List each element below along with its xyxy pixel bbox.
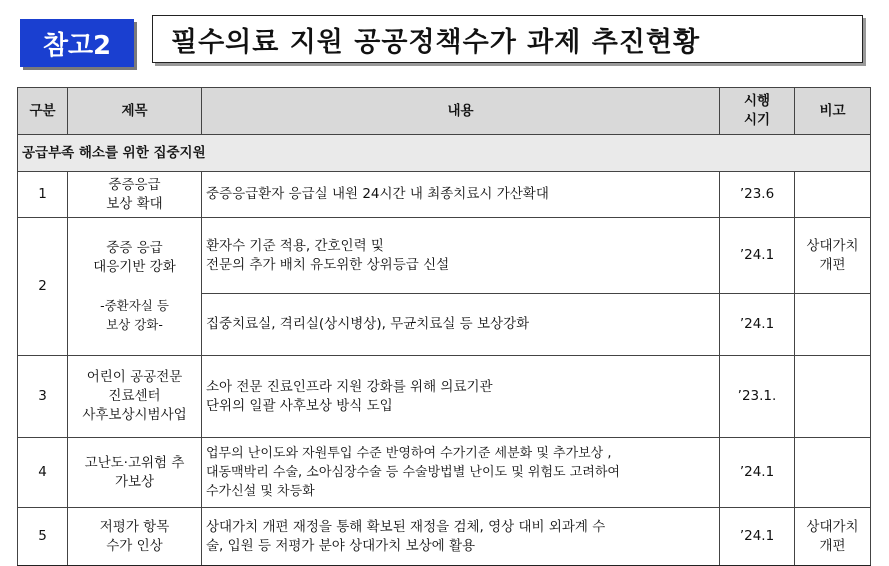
row-date: ’24.1 [720,294,795,356]
row-content: 소아 전문 진료인프라 지원 강화를 위해 의료기관 단위의 일괄 사후보상 방식 도입 [202,356,720,438]
row-title: 저평가 항목 수가 인상 [68,508,202,566]
row-date: ’24.1 [720,438,795,508]
page-title: 필수의료 지원 공공정책수가 과제 추진현황 [152,15,863,63]
row-number: 5 [18,508,68,566]
table-row [18,508,871,566]
row-content: 상대가치 개편 재정을 통해 확보된 재정을 검체, 영상 대비 외과계 수 술, 입원 등 저평가 분야 상대가치 보상에 활용 [202,508,720,566]
row-note [795,172,871,218]
table-row [18,218,871,294]
row-subtitle: -중환자실 등 보상 강화- [100,298,169,332]
row-number: 1 [18,172,68,218]
row-note: 상대가치 개편 [795,218,871,294]
section-title: 공급부족 해소를 위한 집중지원 [18,135,871,172]
table-header-row [18,88,871,135]
row-note [795,356,871,438]
row-date: ’24.1 [720,508,795,566]
row-content: 집중치료실, 격리실(상시병상), 무균치료실 등 보상강화 [202,294,720,356]
col-header-category: 구분 [18,88,68,135]
row-title: 어린이 공공전문 진료센터 사후보상시범사업 [68,356,202,438]
table-row [18,356,871,438]
row-number: 4 [18,438,68,508]
reference-badge: 참고2 [20,19,134,67]
row-note [795,294,871,356]
row-title: 중증응급 보상 확대 [68,172,202,218]
row-note [795,438,871,508]
col-header-date: 시행 시기 [720,88,795,135]
row-number: 2 [18,218,68,356]
col-header-content: 내용 [202,88,720,135]
row-date: ’24.1 [720,218,795,294]
row-date: ’23.1. [720,356,795,438]
page-header [15,15,865,67]
col-header-note: 비고 [795,88,871,135]
row-content: 환자수 기준 적용, 간호인력 및 전문의 추가 배치 유도위한 상위등급 신설 [202,218,720,294]
row-date: ’23.6 [720,172,795,218]
row-title: 고난도·고위험 추 가보상 [68,438,202,508]
section-row [18,135,871,172]
table-row [18,438,871,508]
row-note: 상대가치 개편 [795,508,871,566]
row-title: 중증 응급 대응기반 강화 [93,240,176,275]
col-header-title: 제목 [68,88,202,135]
table-row [18,172,871,218]
row-content: 중증응급환자 응급실 내원 24시간 내 최종치료시 가산확대 [202,172,720,218]
row-number: 3 [18,356,68,438]
row-content: 업무의 난이도와 자원투입 수준 반영하여 수가기준 세분화 및 추가보상 , 대동맥박리 수술, 소아심장수술 등 수술방법별 난이도 및 위험도 고려하여 수가신설 및 차등화 [202,438,720,508]
row-title-cell [68,218,202,356]
policy-table [17,87,871,566]
